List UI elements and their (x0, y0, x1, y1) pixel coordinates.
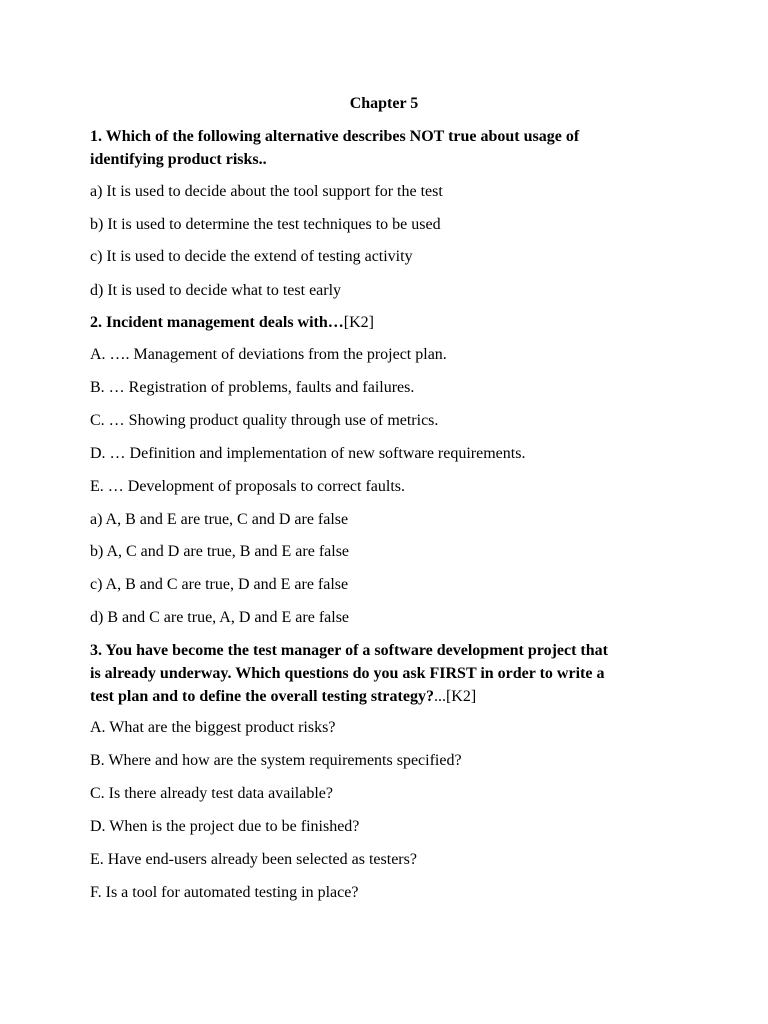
question-2-tag: [K2] (343, 314, 374, 331)
question-2-option-b: b) A, C and D are true, B and E are false (90, 543, 350, 560)
question-3-statement-a: A. What are the biggest product risks? (90, 719, 336, 736)
question-2-title-line (90, 313, 690, 333)
question-3-line-1: 3. You have become the test manager of a software development project that (90, 642, 608, 659)
question-3-line-3 (90, 687, 690, 707)
question-2-option-a: a) A, B and E are true, C and D are false (90, 511, 349, 528)
question-3-statement-c: C. Is there already test data available? (90, 785, 333, 802)
question-2-statement-a: A. …. Management of deviations from the project plan. (90, 346, 447, 363)
question-2-option-c: c) A, B and C are true, D and E are false (90, 576, 349, 593)
question-2-option-d: d) B and C are true, A, D and E are false (90, 609, 350, 626)
question-1-option-b: b) It is used to determine the test techniques to be used (90, 216, 441, 233)
question-1-option-d: d) It is used to decide what to test early (90, 282, 342, 299)
question-2-statement-c: C. … Showing product quality through use of metrics. (90, 412, 439, 429)
question-1-line-2: identifying product risks.. (90, 151, 267, 168)
chapter-title: Chapter 5 (349, 95, 419, 112)
question-3-tag: ...[K2] (433, 688, 477, 705)
question-2-statement-d: D. … Definition and implementation of new software requirements. (90, 445, 526, 462)
question-2-title: 2. Incident management deals with… (90, 314, 344, 331)
question-3-line-2: is already underway. Which questions do you ask FIRST in order to write a (90, 665, 605, 682)
question-3-statement-d: D. When is the project due to be finished? (90, 818, 360, 835)
question-1-option-c: c) It is used to decide the extend of testing activity (90, 248, 413, 265)
question-1-option-a: a) It is used to decide about the tool support for the test (90, 183, 443, 200)
question-3-statement-e: E. Have end-users already been selected as testers? (90, 851, 417, 868)
question-3-line-3-text: test plan and to define the overall testing strategy? (90, 688, 434, 705)
question-3-statement-f: F. Is a tool for automated testing in place? (90, 884, 359, 901)
question-3-statement-b: B. Where and how are the system requirements specified? (90, 752, 462, 769)
question-2-statement-e: E. … Development of proposals to correct faults. (90, 478, 406, 495)
question-1-line-1: 1. Which of the following alternative describes NOT true about usage of (90, 128, 580, 145)
question-2-statement-b: B. … Registration of problems, faults and failures. (90, 379, 415, 396)
